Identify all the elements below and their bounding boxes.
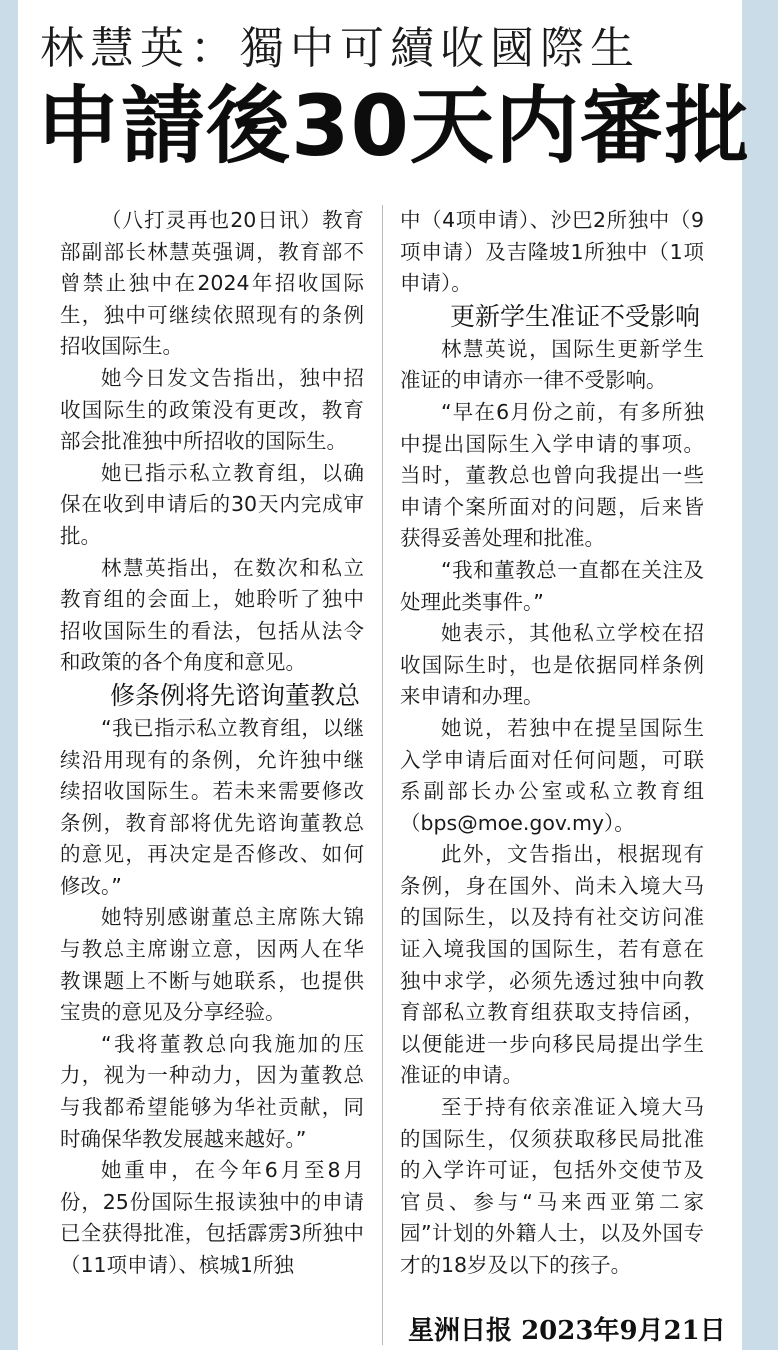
paragraph: 至于持有依亲准证入境大马的国际生，仅须获取移民局批准的入学许可证，包括外交使节及官员、参与“马来西亚第二家园”计划的外籍人士，以及外国专才的18岁及以下的孩子。: [400, 1095, 704, 1277]
source-credit: [408, 1310, 726, 1347]
paragraph: “我和董教总一直都在关注及处理此类事件。”: [400, 557, 704, 614]
paragraph: 她已指示私立教育组，以确保在收到申请后的30天内完成审批。: [60, 460, 364, 548]
page-edge-right: [742, 0, 778, 1350]
paragraph-continued: 中（4项申请）、沙巴2所独中（9项申请）及吉隆坡1所独中（1项申请）。: [400, 208, 704, 296]
paragraph: 她特别感谢董总主席陈大锦与教总主席谢立意，因两人在华教课题上不断与她联系，也提供宝贵的意见及分享经验。: [60, 905, 364, 1025]
publication-date: 2023年9月21日: [521, 1316, 726, 1346]
paragraph: 她重申，在今年6月至8月份，25份国际生报读独中的申请已全获得批准，包括霹雳3所独中（11项申请）、槟城1所独: [60, 1158, 364, 1277]
article-headline: 申請後30天内審批: [36, 77, 750, 175]
paragraph: 她今日发文告指出，独中招收国际生的政策没有更改，教育部会批准独中所招收的国际生。: [60, 365, 364, 454]
article-column-right: [400, 205, 704, 1282]
paragraph: “我将董教总向我施加的压力，视为一种动力，因为董教总与我都希望能够为华社贡献，同时确保华教发展越来越好。”: [60, 1031, 364, 1151]
article-column-left: [60, 205, 364, 1282]
column-divider: [382, 205, 383, 1345]
paragraph: “我已指示私立教育组，以继续沿用现有的条例，允许独中继续招收国际生。若未来需要修改条例，教育部将优先谘询董教总的意见，再决定是否修改、如何修改。”: [60, 715, 364, 898]
article-kicker: 林慧英：獨中可續收國際生: [40, 23, 640, 74]
paragraph: 她说，若独中在提呈国际生入学申请后面对任何问题，可联系副部长办公室或私立教育组（bps@moe.gov.my）。: [400, 715, 704, 835]
paragraph: 此外，文告指出，根据现有条例，身在国外、尚未入境大马的国际生，以及持有社交访问准证入境我国的国际生，若有意在独中求学，必须先透过独中向教育部私立教育组获取支持信函，以便能进一步向移民局提出学生准证的申请。: [400, 842, 704, 1088]
paragraph: 她表示，其他私立学校在招收国际生时，也是依据同样条例来申请和办理。: [400, 621, 704, 709]
subheading: 更新学生准证不受影响: [450, 301, 701, 331]
paragraph: “早在6月份之前，有多所独中提出国际生入学申请的事项。当时，董教总也曾向我提出一些申请个案所面对的问题，后来皆获得妥善处理和批准。: [400, 399, 704, 551]
paragraph: 林慧英说，国际生更新学生准证的申请亦一律不受影响。: [400, 336, 704, 393]
newspaper-name: 星洲日报: [408, 1316, 513, 1346]
subheading: 修条例将先谘询董教总: [110, 680, 361, 710]
paragraph: 林慧英指出，在数次和私立教育组的会面上，她聆听了独中招收国际生的看法，包括从法令和政策的各个角度和意见。: [60, 555, 364, 675]
page-edge-left: [0, 0, 18, 1350]
paragraph: （八打灵再也20日讯）教育部副部长林慧英强调，教育部不曾禁止独中在2024年招收国际生，独中可继续依照现有的条例招收国际生。: [60, 208, 364, 359]
